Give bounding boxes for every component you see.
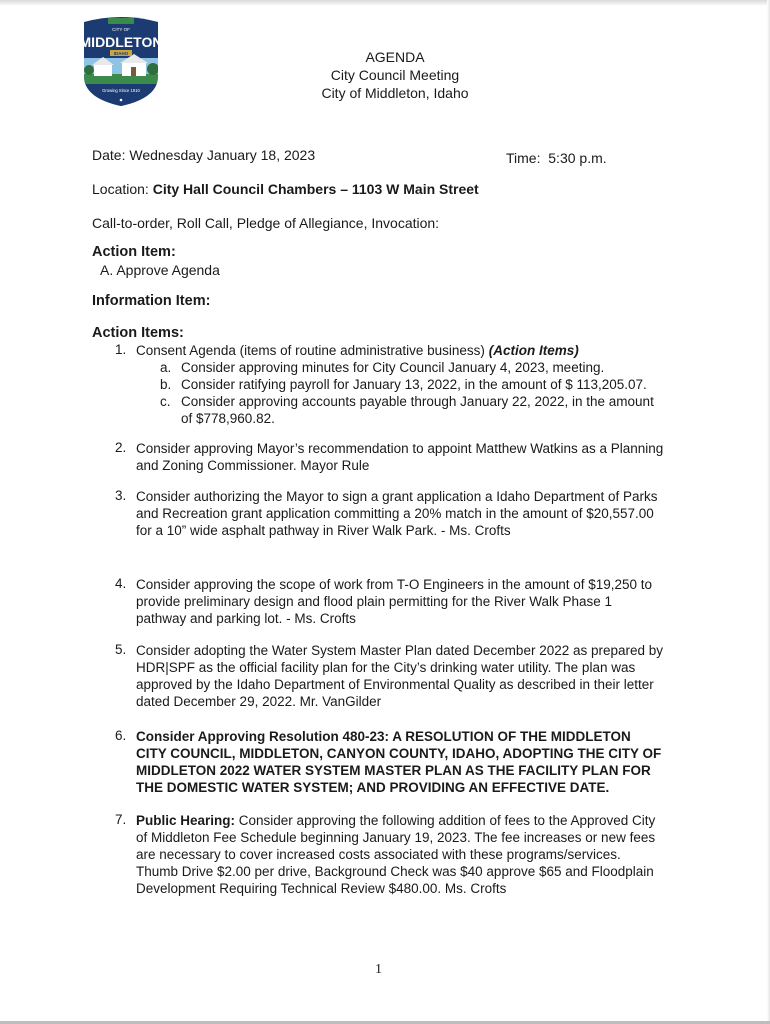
location-value: City Hall Council Chambers – 1103 W Main Street	[152, 181, 479, 197]
item-1b-text: Consider ratifying payroll for January 13, 2022, in the amount of $ 113,205.07.	[181, 377, 647, 392]
item-4-number: 4.	[115, 576, 127, 591]
information-item-heading: Information Item:	[92, 293, 211, 309]
item-7-line: Development Requiring Technical Review $480.00. Ms. Crofts	[136, 881, 507, 896]
item-6-text	[136, 728, 661, 796]
item-1-description: Consent Agenda (items of routine administrative business)	[136, 343, 485, 358]
item-1c-letter: c.	[160, 394, 171, 409]
header-title: AGENDA	[365, 49, 425, 65]
item-3-text	[136, 488, 658, 539]
item-6-line: CITY COUNCIL, MIDDLETON, CANYON COUNTY, IDAHO, ADOPTING THE CITY OF	[136, 746, 662, 761]
agenda-header	[300, 48, 490, 102]
header-meeting: City Council Meeting	[330, 67, 460, 83]
item-5-number: 5.	[115, 642, 127, 657]
item-4-line: provide preliminary design and flood plain permitting for the River Walk Phase 1	[136, 594, 612, 609]
item-7-first-line	[136, 812, 655, 829]
middleton-city-logo	[78, 14, 164, 108]
item-1-emphasis: (Action Items)	[488, 343, 579, 358]
item-7-line: of Middleton Fee Schedule beginning January 19, 2023. The fee increases or new fees	[136, 830, 656, 845]
item-4-text	[136, 576, 652, 627]
logo-name: MIDDLETON	[79, 34, 163, 50]
item-2-line: Consider approving Mayor’s recommendation to appoint Matthew Watkins as a Planning	[136, 441, 664, 456]
logo-motto: Growing Since 1910	[102, 88, 140, 93]
item-4-line: pathway and parking lot. - Ms. Crofts	[136, 611, 356, 626]
call-to-order: Call-to-order, Roll Call, Pledge of Allegiance, Invocation:	[92, 215, 440, 231]
action-items-heading: Action Items:	[92, 325, 184, 341]
approve-agenda-item: A. Approve Agenda	[100, 262, 220, 278]
item-1a-letter: a.	[160, 360, 172, 375]
date-line	[92, 146, 315, 164]
item-5-text	[136, 642, 663, 710]
item-1a-text: Consider approving minutes for City Council January 4, 2023, meeting.	[181, 360, 605, 375]
item-7-line: Thumb Drive $2.00 per drive, Background Check was $40 approve $65 and Floodplain	[136, 864, 654, 879]
item-5-line: dated December 29, 2022. Mr. VanGilder	[136, 694, 382, 709]
item-2-line: and Zoning Commissioner. Mayor Rule	[136, 458, 370, 473]
item-1-text	[136, 342, 579, 359]
page-number: 1	[375, 962, 382, 977]
time-line	[506, 149, 607, 167]
item-3-line: for a 10” wide asphalt pathway in River Walk Park. - Ms. Crofts	[136, 523, 511, 538]
item-3-line: and Recreation grant application committing a 20% match in the amount of $20,557.00	[136, 506, 654, 521]
item-2-text	[136, 440, 663, 474]
item-7-line1-rest: Consider approving the following addition of fees to the Approved City	[238, 813, 656, 828]
item-7-text	[136, 812, 655, 897]
logo-state: IDAHO	[113, 51, 129, 56]
item-7-number: 7.	[115, 812, 127, 827]
item-6-line: THE DOMESTIC WATER SYSTEM; AND PROVIDING AN EFFECTIVE DATE.	[136, 780, 610, 795]
item-5-line: HDR|SPF as the official facility plan for the City’s drinking water utility. The plan was	[136, 660, 636, 675]
item-6-line: MIDDLETON 2022 WATER SYSTEM MASTER PLAN AS THE FACILITY PLAN FOR	[136, 763, 651, 778]
date-value: Wednesday January 18, 2023	[129, 147, 316, 163]
logo-top-text: CITY OF	[112, 27, 130, 32]
item-5-line: approved by the Idaho Department of Environmental Quality as described in their letter	[136, 677, 654, 692]
item-1b-letter: b.	[160, 377, 172, 392]
public-hearing-label: Public Hearing:	[136, 813, 236, 828]
item-3-line: Consider authorizing the Mayor to sign a grant application a Idaho Department of Parks	[136, 489, 658, 504]
item-1-number: 1.	[115, 342, 127, 357]
location-line	[92, 180, 479, 198]
item-1c-text: Consider approving accounts payable through January 22, 2022, in the amount	[181, 394, 654, 409]
item-7-line: are necessary to cover increased costs associated with these programs/services.	[136, 847, 621, 862]
scan-shadow-top	[0, 0, 770, 6]
header-city: City of Middleton, Idaho	[321, 85, 469, 101]
action-item-heading: Action Item:	[92, 244, 176, 260]
date-label: Date:	[92, 147, 126, 163]
item-4-line: Consider approving the scope of work from T-O Engineers in the amount of $19,250 to	[136, 577, 653, 592]
item-3-number: 3.	[115, 488, 127, 503]
time-value: 5:30 p.m.	[548, 150, 607, 166]
item-6-number: 6.	[115, 728, 127, 743]
item-5-line: Consider adopting the Water System Master Plan dated December 2022 as prepared by	[136, 643, 664, 658]
item-6-line: Consider Approving Resolution 480-23: A RESOLUTION OF THE MIDDLETON	[136, 729, 631, 744]
item-1c-text-cont: of $778,960.82.	[181, 411, 275, 426]
item-2-number: 2.	[115, 440, 127, 455]
location-label: Location:	[92, 181, 149, 197]
time-label: Time:	[506, 150, 541, 166]
